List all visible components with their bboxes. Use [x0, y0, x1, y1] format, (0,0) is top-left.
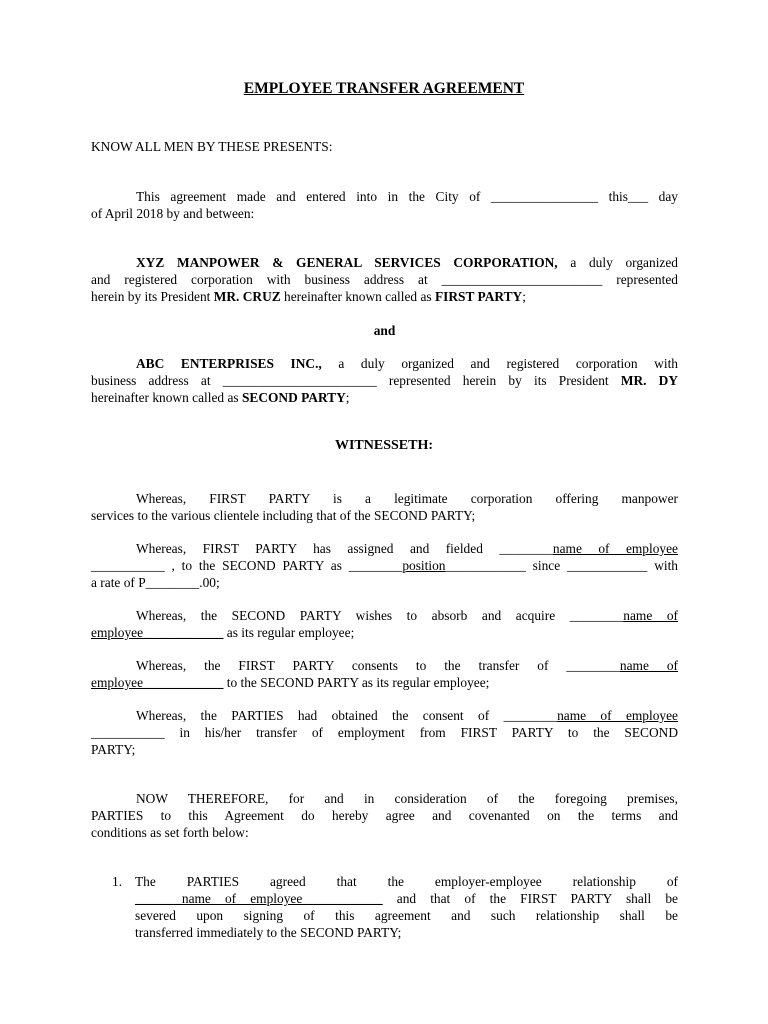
document-title: EMPLOYEE TRANSFER AGREEMENT: [243, 80, 525, 97]
second-party-president: MR. DY: [620, 373, 678, 388]
first-party-president: MR. CRUZ: [213, 289, 281, 304]
second-party-paragraph: [91, 355, 678, 406]
second-party-line-2: business address at _______________________ represented herein by its President MR. DY: [91, 373, 678, 388]
first-party-line-2: and registered corporation with business address at ________________________ represented: [91, 272, 678, 287]
know-all-men: KNOW ALL MEN BY THESE PRESENTS:: [91, 139, 333, 154]
second-party-name: ABC ENTERPRISES INC.,: [136, 356, 322, 371]
first-party-name: XYZ MANPOWER & GENERAL SERVICES CORPORATION,: [136, 255, 558, 270]
position-blank: position: [402, 558, 446, 573]
first-party-line-3: herein by its President MR. CRUZ hereinafter known called as FIRST PARTY;: [91, 289, 526, 304]
intro-line-1: This agreement made and entered into in the City of ________________ this___ day: [136, 189, 678, 204]
whereas-2: Whereas, FIRST PARTY has assigned and fielded ________name of employee ___________ , to the SECOND PARTY as ________position____________ since ____________ with a rate of P________.00;: [91, 541, 678, 590]
second-party-line-3: hereinafter known called as SECOND PARTY;: [91, 390, 350, 405]
first-party-label: FIRST PARTY: [434, 289, 523, 304]
and-separator: and: [373, 323, 396, 338]
whereas-5: Whereas, the PARTIES had obtained the consent of ________name of employee ___________ in his/her transfer of employment from FIRST PARTY to the SECOND PARTY;: [91, 708, 678, 757]
whereas-3: Whereas, the SECOND PARTY wishes to absorb and acquire ________name of employee____________ as its regular employee;: [91, 608, 678, 640]
second-party-line-1: ABC ENTERPRISES INC., a duly organized and registered corporation with: [136, 356, 678, 371]
whereas-4: Whereas, the FIRST PARTY consents to the transfer of ________name of employee____________ to the SECOND PARTY as its regular employee;: [91, 658, 678, 690]
first-party-line-1: XYZ MANPOWER & GENERAL SERVICES CORPORATION, a duly organized: [136, 255, 678, 270]
intro-line-2: of April 2018 by and between:: [91, 206, 255, 221]
clause-number: 1.: [112, 874, 123, 889]
first-party-paragraph: [91, 254, 678, 305]
now-therefore-paragraph: NOW THEREFORE, for and in consideration of the foregoing premises, PARTIES to this Agreement do hereby agree and covenanted on the terms and conditions as set forth below:: [91, 791, 678, 840]
whereas-1: Whereas, FIRST PARTY is a legitimate corporation offering manpower services to the various clientele including that of the SECOND PARTY;: [91, 491, 678, 523]
employee-name-blank: name of employee: [552, 541, 678, 556]
second-party-label: SECOND PARTY: [241, 390, 346, 405]
witnesseth-heading: WITNESSETH:: [334, 438, 434, 453]
clause-1: The PARTIES agreed that the employer-employee relationship of _______name of employee____________ and that of the FIRST PARTY shall be severed upon signing of this agreement and such relationship shall be transferred immediately to the SECOND PARTY;: [135, 874, 678, 940]
intro-paragraph: [91, 188, 678, 222]
